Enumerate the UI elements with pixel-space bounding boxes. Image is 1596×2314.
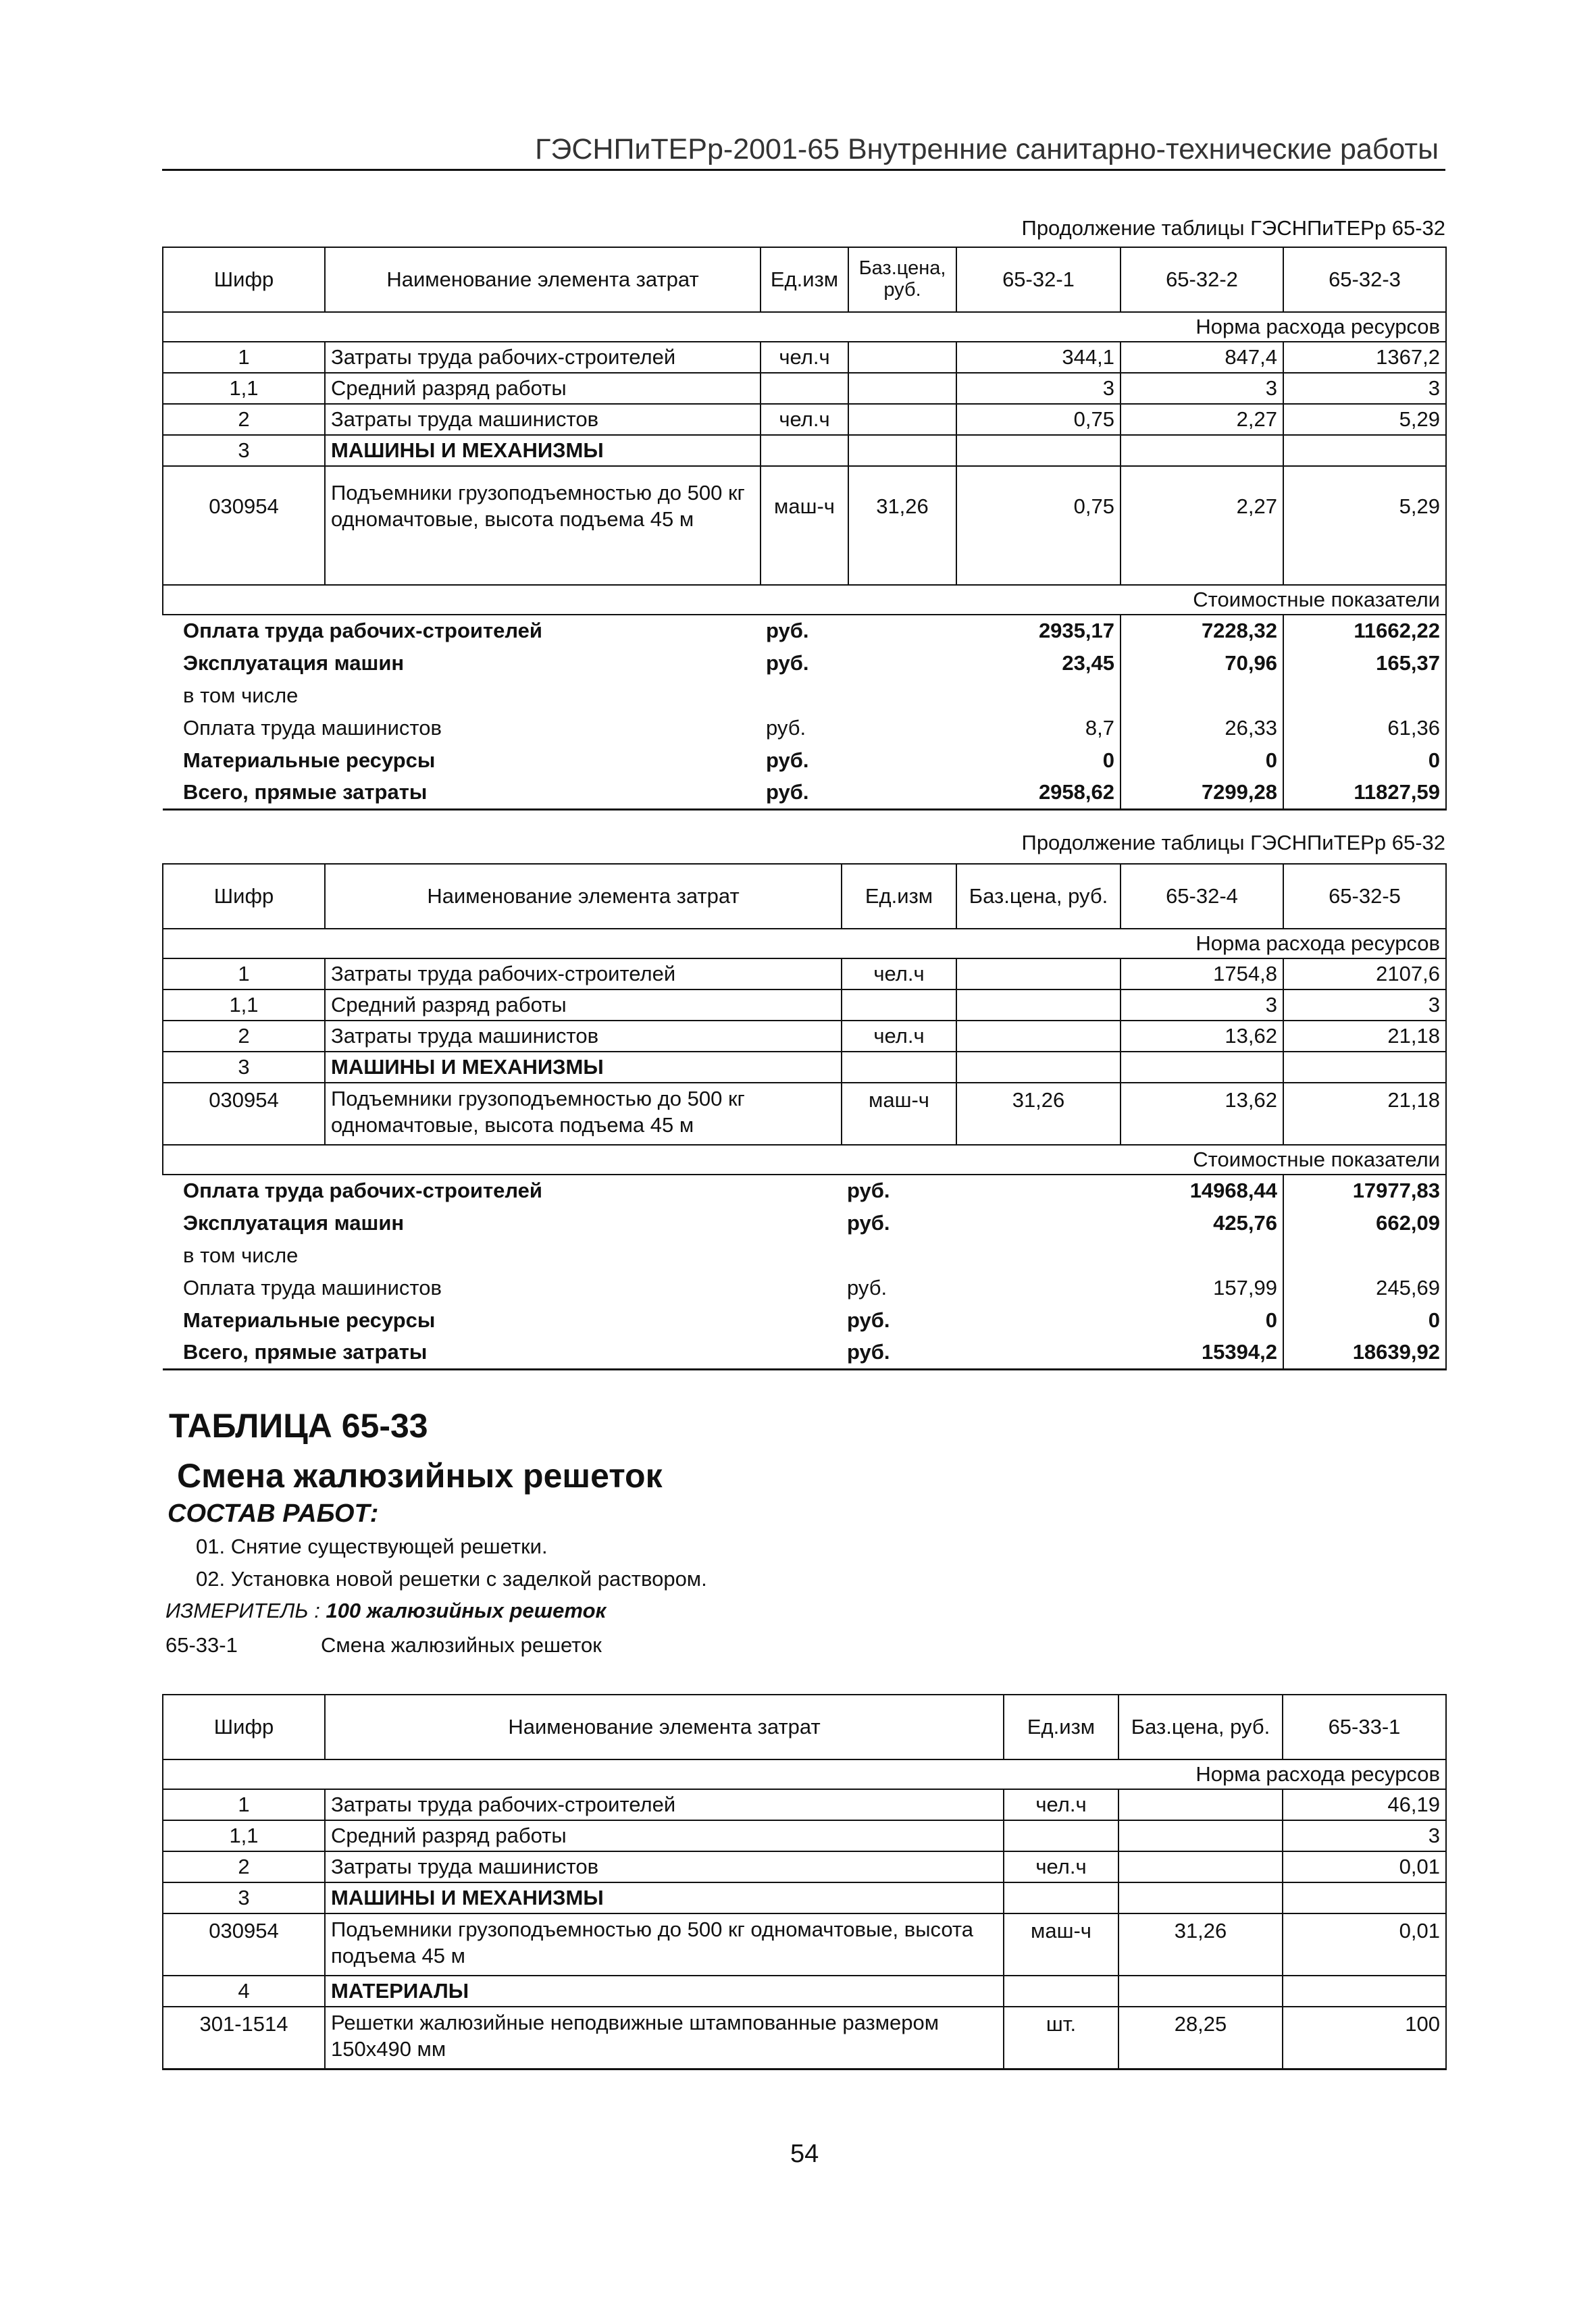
cost-value: 18639,92 bbox=[1283, 1337, 1446, 1369]
cell-empty bbox=[1121, 435, 1283, 466]
cost-unit: руб. bbox=[766, 650, 809, 675]
cell-empty bbox=[956, 1239, 1121, 1272]
cost-label: в том числе bbox=[183, 683, 299, 707]
cell-empty bbox=[1283, 1239, 1446, 1272]
cell-group-title: МАШИНЫ И МЕХАНИЗМЫ bbox=[325, 1052, 842, 1083]
cell-empty bbox=[848, 615, 956, 647]
cell-value: 1754,8 bbox=[1121, 958, 1283, 989]
cell-empty bbox=[848, 647, 956, 679]
col-norm-header: 65-32-1 bbox=[956, 247, 1121, 312]
col-norm-header: 65-32-4 bbox=[1121, 864, 1283, 929]
cell-empty bbox=[1121, 1239, 1283, 1272]
col-norm-header: 65-33-1 bbox=[1283, 1695, 1446, 1759]
table3-header-row bbox=[163, 1695, 1446, 1759]
cell-unit: чел.ч bbox=[761, 342, 848, 373]
col-norm-header: 65-32-3 bbox=[1283, 247, 1446, 312]
cost-label: Материальные ресурсы bbox=[183, 1308, 436, 1332]
cell-empty bbox=[761, 435, 848, 466]
cost-unit: руб. bbox=[847, 1179, 890, 1203]
meter-label: ИЗМЕРИТЕЛЬ : bbox=[165, 1599, 320, 1622]
cost-label: Эксплуатация машин bbox=[183, 1210, 405, 1235]
cell-price: 31,26 bbox=[1118, 1913, 1283, 1976]
table-row bbox=[163, 1789, 1446, 1820]
cell-empty bbox=[842, 1052, 956, 1083]
cost-row bbox=[163, 1337, 1446, 1369]
norm-heading: Норма расхода ресурсов bbox=[163, 929, 1446, 958]
resource-table-65-32-part2 bbox=[162, 863, 1447, 1370]
cost-label: Оплата труда машинистов bbox=[183, 1275, 442, 1300]
cell-unit: чел.ч bbox=[842, 958, 956, 989]
table-row bbox=[163, 1851, 1446, 1882]
cell-empty bbox=[1118, 1976, 1283, 2007]
cell-empty bbox=[956, 1175, 1121, 1207]
cell-name: Подъемники грузоподъемностью до 500 кг одномачтовые, высота подъема 45 м bbox=[325, 1913, 1004, 1976]
cell-empty bbox=[1283, 1882, 1446, 1913]
col-unit-header: Ед.изм bbox=[842, 864, 956, 929]
cost-value: 2958,62 bbox=[956, 777, 1121, 809]
cell-price bbox=[956, 958, 1121, 989]
cost-section bbox=[163, 615, 1446, 809]
cell-value: 13,62 bbox=[1121, 1021, 1283, 1052]
col-price-header: Баз.цена, руб. bbox=[848, 247, 956, 312]
cell-unit: чел.ч bbox=[1004, 1851, 1118, 1882]
section-subtitle: Смена жалюзийных решеток bbox=[177, 1457, 663, 1495]
cell-name: Затраты труда машинистов bbox=[325, 404, 761, 435]
cell-empty bbox=[956, 1052, 1121, 1083]
cost-unit: руб. bbox=[766, 748, 809, 772]
cost-heading-row bbox=[163, 585, 1446, 615]
cost-value: 8,7 bbox=[956, 712, 1121, 744]
cell-name: Подъемники грузоподъемностью до 500 кг одномачтовые, высота подъема 45 м bbox=[325, 1083, 842, 1145]
cost-value: 17977,83 bbox=[1283, 1175, 1446, 1207]
cell-value: 21,18 bbox=[1283, 1083, 1446, 1145]
cell-price bbox=[848, 373, 956, 404]
col-price-header: Баз.цена, руб. bbox=[1118, 1695, 1283, 1759]
cost-value: 70,96 bbox=[1121, 647, 1283, 679]
cell-value: 13,62 bbox=[1121, 1083, 1283, 1145]
cell-unit bbox=[842, 989, 956, 1021]
cost-value: 0 bbox=[1121, 1304, 1283, 1337]
cell-code: 1 bbox=[163, 1789, 325, 1820]
cell-price bbox=[956, 989, 1121, 1021]
cost-unit: руб. bbox=[766, 779, 809, 804]
cost-value: 2935,17 bbox=[956, 615, 1121, 647]
cell-price: 31,26 bbox=[956, 1083, 1121, 1145]
table-row bbox=[163, 989, 1446, 1021]
cell-price bbox=[1118, 1789, 1283, 1820]
section-title: ТАБЛИЦА 65-33 bbox=[169, 1407, 428, 1445]
cell-value: 3 bbox=[1283, 989, 1446, 1021]
table2-header-row bbox=[163, 864, 1446, 929]
cell-code: 2 bbox=[163, 1021, 325, 1052]
cell-name: Затраты труда машинистов bbox=[325, 1021, 842, 1052]
table1-continuation-note: Продолжение таблицы ГЭСНПиТЕРр 65-32 bbox=[1021, 216, 1445, 240]
cost-value: 0 bbox=[1121, 744, 1283, 777]
cost-heading-row bbox=[163, 1145, 1446, 1175]
cell-value: 0,75 bbox=[956, 404, 1121, 435]
cost-label: Оплата труда рабочих-строителей bbox=[183, 1179, 542, 1203]
cell-empty bbox=[1004, 1976, 1118, 2007]
cell-value: 5,29 bbox=[1283, 466, 1446, 585]
cost-value: 425,76 bbox=[1121, 1207, 1283, 1239]
col-unit-header: Ед.изм bbox=[761, 247, 848, 312]
cell-empty bbox=[1283, 1976, 1446, 2007]
cell-price bbox=[956, 1021, 1121, 1052]
table-row bbox=[163, 1976, 1446, 2007]
cost-value: 11662,22 bbox=[1283, 615, 1446, 647]
cell-code: 030954 bbox=[163, 1083, 325, 1145]
cell-unit: чел.ч bbox=[842, 1021, 956, 1052]
cost-row bbox=[163, 647, 1446, 679]
cell-price bbox=[848, 404, 956, 435]
rate-code: 65-33-1 bbox=[165, 1633, 238, 1657]
col-code-header: Шифр bbox=[163, 247, 325, 312]
cell-name: Средний разряд работы bbox=[325, 989, 842, 1021]
cell-code: 2 bbox=[163, 1851, 325, 1882]
cell-unit: чел.ч bbox=[1004, 1789, 1118, 1820]
cell-price: 28,25 bbox=[1118, 2007, 1283, 2069]
cell-code: 1 bbox=[163, 342, 325, 373]
cell-code: 1,1 bbox=[163, 1820, 325, 1851]
cell-code: 030954 bbox=[163, 1913, 325, 1976]
table2-continuation-note: Продолжение таблицы ГЭСНПиТЕРр 65-32 bbox=[1021, 831, 1445, 854]
cost-value: 15394,2 bbox=[1121, 1337, 1283, 1369]
cost-value: 14968,44 bbox=[1121, 1175, 1283, 1207]
cell-group-title: МАШИНЫ И МЕХАНИЗМЫ bbox=[325, 1882, 1004, 1913]
cell-unit: маш-ч bbox=[761, 466, 848, 585]
col-name-header: Наименование элемента затрат bbox=[325, 1695, 1004, 1759]
rate-code-description: Смена жалюзийных решеток bbox=[321, 1633, 602, 1657]
norm-heading-row bbox=[163, 312, 1446, 342]
cell-name: Средний разряд работы bbox=[325, 1820, 1004, 1851]
cost-label: Оплата труда рабочих-строителей bbox=[183, 619, 542, 643]
table-row bbox=[163, 1882, 1446, 1913]
col-unit-header: Ед.изм bbox=[1004, 1695, 1118, 1759]
table-row bbox=[163, 1820, 1446, 1851]
norm-heading: Норма расхода ресурсов bbox=[163, 312, 1446, 342]
page-number: 54 bbox=[790, 2140, 819, 2168]
cell-empty bbox=[956, 1304, 1121, 1337]
cell-value: 847,4 bbox=[1121, 342, 1283, 373]
cell-value: 3 bbox=[956, 373, 1121, 404]
table-row bbox=[163, 435, 1446, 466]
cost-row bbox=[163, 1304, 1446, 1337]
table-row bbox=[163, 1021, 1446, 1052]
cost-row bbox=[163, 1175, 1446, 1207]
cost-row bbox=[163, 1272, 1446, 1304]
table-row bbox=[163, 466, 1446, 585]
col-name-header: Наименование элемента затрат bbox=[325, 864, 842, 929]
cell-empty bbox=[956, 1337, 1121, 1369]
cell-code: 3 bbox=[163, 435, 325, 466]
cost-value: 0 bbox=[1283, 1304, 1446, 1337]
cost-value: 165,37 bbox=[1283, 647, 1446, 679]
work-item: 01. Снятие существующей решетки. bbox=[196, 1535, 548, 1558]
cell-name: Подъемники грузоподъемностью до 500 кг одномачтовые, высота подъема 45 м bbox=[325, 466, 761, 585]
cell-empty bbox=[848, 435, 956, 466]
cell-value: 0,01 bbox=[1283, 1913, 1446, 1976]
cell-value: 2,27 bbox=[1121, 404, 1283, 435]
cell-empty bbox=[848, 777, 956, 809]
cell-empty bbox=[761, 679, 848, 712]
cell-value: 344,1 bbox=[956, 342, 1121, 373]
cost-value: 245,69 bbox=[1283, 1272, 1446, 1304]
cell-name: Затраты труда рабочих-строителей bbox=[325, 342, 761, 373]
cost-row bbox=[163, 744, 1446, 777]
cell-value: 21,18 bbox=[1283, 1021, 1446, 1052]
cell-group-title: МАТЕРИАЛЫ bbox=[325, 1976, 1004, 2007]
cell-code: 1 bbox=[163, 958, 325, 989]
cost-unit: руб. bbox=[766, 715, 806, 740]
cell-value: 100 bbox=[1283, 2007, 1446, 2069]
cost-row bbox=[163, 1239, 1446, 1272]
cell-name: Затраты труда рабочих-строителей bbox=[325, 1789, 1004, 1820]
meter-value: 100 жалюзийных решеток bbox=[326, 1599, 607, 1622]
cell-value: 2,27 bbox=[1121, 466, 1283, 585]
table1-header-row bbox=[163, 247, 1446, 312]
work-item: 02. Установка новой решетки с заделкой раствором. bbox=[196, 1567, 707, 1591]
cell-price bbox=[1118, 1820, 1283, 1851]
cell-unit bbox=[761, 373, 848, 404]
table-row bbox=[163, 342, 1446, 373]
table-row bbox=[163, 404, 1446, 435]
cell-code: 3 bbox=[163, 1882, 325, 1913]
table-row bbox=[163, 2007, 1446, 2069]
col-price-header: Баз.цена, руб. bbox=[956, 864, 1121, 929]
cell-price bbox=[1118, 1851, 1283, 1882]
cell-unit: маш-ч bbox=[842, 1083, 956, 1145]
cost-unit: руб. bbox=[847, 1275, 887, 1300]
cell-empty bbox=[1121, 1052, 1283, 1083]
cell-group-title: МАШИНЫ И МЕХАНИЗМЫ bbox=[325, 435, 761, 466]
col-code-header: Шифр bbox=[163, 864, 325, 929]
cell-empty bbox=[956, 679, 1121, 712]
cost-value: 7228,32 bbox=[1121, 615, 1283, 647]
cost-unit: руб. bbox=[847, 1210, 890, 1235]
cell-price bbox=[848, 342, 956, 373]
cell-code: 030954 bbox=[163, 466, 325, 585]
cost-value: 61,36 bbox=[1283, 712, 1446, 744]
running-header bbox=[162, 122, 1445, 171]
cost-label: Оплата труда машинистов bbox=[183, 715, 442, 740]
cell-value: 3 bbox=[1121, 373, 1283, 404]
cost-value: 157,99 bbox=[1121, 1272, 1283, 1304]
cell-name: Средний разряд работы bbox=[325, 373, 761, 404]
cell-value: 46,19 bbox=[1283, 1789, 1446, 1820]
cost-value: 0 bbox=[956, 744, 1121, 777]
cell-value: 1367,2 bbox=[1283, 342, 1446, 373]
cost-unit: руб. bbox=[766, 619, 809, 643]
cell-unit: чел.ч bbox=[761, 404, 848, 435]
norm-heading: Норма расхода ресурсов bbox=[163, 1759, 1446, 1789]
cost-row bbox=[163, 777, 1446, 809]
cell-name: Затраты труда машинистов bbox=[325, 1851, 1004, 1882]
cell-code: 3 bbox=[163, 1052, 325, 1083]
cost-label: Всего, прямые затраты bbox=[183, 1339, 428, 1364]
cell-name: Решетки жалюзийные неподвижные штампованные размером 150х490 мм bbox=[325, 2007, 1004, 2069]
cost-heading: Стоимостные показатели bbox=[163, 1145, 1446, 1175]
cost-unit: руб. bbox=[847, 1308, 890, 1332]
cell-code: 1,1 bbox=[163, 373, 325, 404]
composition-heading: СОСТАВ РАБОТ: bbox=[168, 1499, 379, 1528]
cell-value: 0,75 bbox=[956, 466, 1121, 585]
resource-table-65-32-part1 bbox=[162, 247, 1447, 811]
cost-row bbox=[163, 679, 1446, 712]
cost-label: Эксплуатация машин bbox=[183, 650, 405, 675]
cell-code: 2 bbox=[163, 404, 325, 435]
cost-row bbox=[163, 615, 1446, 647]
cost-section bbox=[163, 1175, 1446, 1369]
cell-empty bbox=[956, 1207, 1121, 1239]
cell-name: Затраты труда рабочих-строителей bbox=[325, 958, 842, 989]
cell-value: 0,01 bbox=[1283, 1851, 1446, 1882]
norm-heading-row bbox=[163, 1759, 1446, 1789]
cell-price: 31,26 bbox=[848, 466, 956, 585]
table-row bbox=[163, 1913, 1446, 1976]
cell-code: 4 bbox=[163, 1976, 325, 2007]
col-name-header: Наименование элемента затрат bbox=[325, 247, 761, 312]
col-code-header: Шифр bbox=[163, 1695, 325, 1759]
cell-unit: маш-ч bbox=[1004, 1913, 1118, 1976]
table-row bbox=[163, 1052, 1446, 1083]
cell-value: 5,29 bbox=[1283, 404, 1446, 435]
cell-empty bbox=[1121, 679, 1283, 712]
cell-empty bbox=[1004, 1882, 1118, 1913]
cost-label: Всего, прямые затраты bbox=[183, 779, 428, 804]
running-title: ГЭСНПиТЕРр-2001-65 Внутренние санитарно-технические работы bbox=[535, 133, 1439, 165]
cell-empty bbox=[1283, 1052, 1446, 1083]
cell-empty bbox=[848, 712, 956, 744]
cell-empty bbox=[1283, 679, 1446, 712]
cell-value: 3 bbox=[1283, 1820, 1446, 1851]
cell-empty bbox=[848, 679, 956, 712]
cell-value: 2107,6 bbox=[1283, 958, 1446, 989]
table-row bbox=[163, 373, 1446, 404]
cost-value: 7299,28 bbox=[1121, 777, 1283, 809]
cost-heading: Стоимостные показатели bbox=[163, 585, 1446, 615]
cost-row bbox=[163, 712, 1446, 744]
resource-table-65-33 bbox=[162, 1694, 1447, 2070]
cell-empty bbox=[1283, 435, 1446, 466]
meter-line bbox=[165, 1599, 606, 1623]
cost-value: 26,33 bbox=[1121, 712, 1283, 744]
cost-unit: руб. bbox=[847, 1339, 890, 1364]
cost-row bbox=[163, 1207, 1446, 1239]
cost-value: 662,09 bbox=[1283, 1207, 1446, 1239]
table-row bbox=[163, 1083, 1446, 1145]
cost-value: 11827,59 bbox=[1283, 777, 1446, 809]
cell-empty bbox=[848, 744, 956, 777]
cell-value: 3 bbox=[1121, 989, 1283, 1021]
cell-value: 3 bbox=[1283, 373, 1446, 404]
cost-value: 0 bbox=[1283, 744, 1446, 777]
cell-code: 1,1 bbox=[163, 989, 325, 1021]
cost-label: в том числе bbox=[183, 1243, 299, 1267]
cell-unit bbox=[1004, 1820, 1118, 1851]
cell-empty bbox=[956, 1272, 1121, 1304]
col-norm-header: 65-32-5 bbox=[1283, 864, 1446, 929]
cost-value: 23,45 bbox=[956, 647, 1121, 679]
col-norm-header: 65-32-2 bbox=[1121, 247, 1283, 312]
norm-heading-row bbox=[163, 929, 1446, 958]
cell-code: 301-1514 bbox=[163, 2007, 325, 2069]
table-row bbox=[163, 958, 1446, 989]
cost-label: Материальные ресурсы bbox=[183, 748, 436, 772]
cell-empty bbox=[956, 435, 1121, 466]
cell-empty bbox=[842, 1239, 956, 1272]
cell-unit: шт. bbox=[1004, 2007, 1118, 2069]
rate-code-line bbox=[165, 1633, 602, 1657]
cell-empty bbox=[1118, 1882, 1283, 1913]
